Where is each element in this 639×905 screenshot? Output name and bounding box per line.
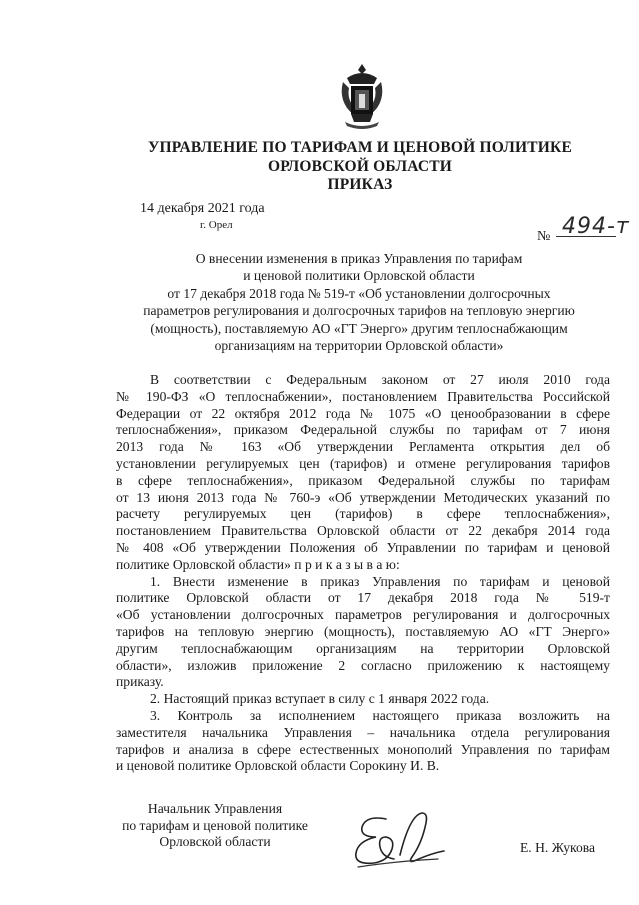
body-line: приказу. — [116, 674, 164, 690]
body-line: заместителя начальника Управления – начальника отдела регулирования — [116, 724, 610, 740]
body-line: тарифов и анализа в сфере естественных монополий Управления по тарифам — [116, 741, 610, 757]
body-line: тарифов на тепловую энергию (мощность), поставляемую АО «ГТ Энерго» — [116, 623, 610, 639]
signatory-title — [100, 801, 330, 851]
document-city: г. Орел — [200, 219, 233, 231]
document-number: 494-т — [562, 214, 630, 239]
body-line: политике Орловской области» п р и к а з ы в а ю: — [116, 556, 400, 572]
title-line: от 17 декабря 2018 года № 519-т «Об установлении долгосрочных — [167, 285, 551, 301]
authority-name-line1: УПРАВЛЕНИЕ ПО ТАРИФАМ И ЦЕНОВОЙ ПОЛИТИКЕ — [147, 139, 573, 156]
body-line: «Об установлении долгосрочных параметров регулирования и долгосрочных — [116, 607, 610, 623]
number-underline — [556, 236, 616, 237]
body-line: 2013 года № 163 «Об утверждении Регламента открытия дел об — [116, 439, 610, 455]
signatory-title-line: Орловской области — [159, 834, 271, 849]
document-date: 14 декабря 2021 года — [140, 201, 265, 216]
document-title — [110, 250, 608, 354]
body-line: 3. Контроль за исполнением настоящего приказа возложить на — [150, 707, 610, 723]
title-line: организациям на территории Орловской области» — [214, 338, 504, 354]
document-body — [116, 372, 610, 775]
body-line: № 190-ФЗ «О теплоснабжении», постановлением Правительства Российской — [116, 388, 610, 404]
handwritten-signature-icon — [338, 805, 478, 873]
body-line: установлении регулируемых цен (тарифов) и отмене регулирования тарифов — [116, 455, 610, 471]
orel-coat-of-arms-icon — [337, 62, 387, 132]
body-line: другим теплоснабжающим организациям на территории Орловской — [116, 640, 610, 656]
body-line: постановлением Правительства Орловской области от 22 декабря 2014 года — [116, 523, 610, 539]
signatory-title-line: по тарифам и ценовой политике — [122, 817, 308, 833]
body-line: теплоснабжения», приказом Федеральной службы по тарифам от 7 июня — [116, 422, 610, 438]
body-line: 2. Настоящий приказ вступает в силу с 1 января 2022 года. — [150, 691, 490, 707]
title-line: О внесении изменения в приказ Управления по тарифам — [195, 251, 523, 266]
document-number-label: № — [537, 229, 551, 244]
body-line: 1. Внести изменение в приказ Управления по тарифам и ценовой — [150, 573, 610, 589]
body-line: расчету регулируемых цен (тарифов) в сфере теплоснабжения», — [116, 506, 610, 522]
body-line: В соответствии с Федеральным законом от 27 июля 2010 года — [150, 372, 610, 387]
body-line: политике Орловской области от 17 декабря 2018 года № 519-т — [116, 590, 610, 606]
document-type: ПРИКАЗ — [327, 176, 393, 193]
body-line: области», изложив приложение 2 согласно приложению к настоящему — [116, 657, 610, 673]
body-line: и ценовой политике Орловской области Сорокину И. В. — [116, 758, 440, 774]
title-line: (мощность), поставляемую АО «ГТ Энерго» другим теплоснабжающим — [150, 320, 568, 336]
authority-name-line2: ОРЛОВСКОЙ ОБЛАСТИ — [267, 158, 453, 175]
signatory-name: Е. Н. Жукова — [520, 840, 596, 855]
title-line: и ценовой политики Орловской области — [243, 268, 475, 284]
body-line: в сфере теплоснабжения», приказом Федеральной службы по тарифам — [116, 472, 610, 488]
signatory-title-line: Начальник Управления — [147, 801, 283, 816]
body-line: от 13 июня 2013 года № 760-э «Об утверждении Методических указаний по — [116, 489, 610, 505]
body-line: Федерации от 22 октября 2012 года № 1075 «О ценообразовании в сфере — [116, 405, 610, 421]
body-line: № 408 «Об утверждении Положения об Управлении по тарифам и ценовой — [116, 539, 610, 555]
title-line: параметров регулирования и долгосрочных тарифов на тепловую энергию — [143, 303, 575, 319]
